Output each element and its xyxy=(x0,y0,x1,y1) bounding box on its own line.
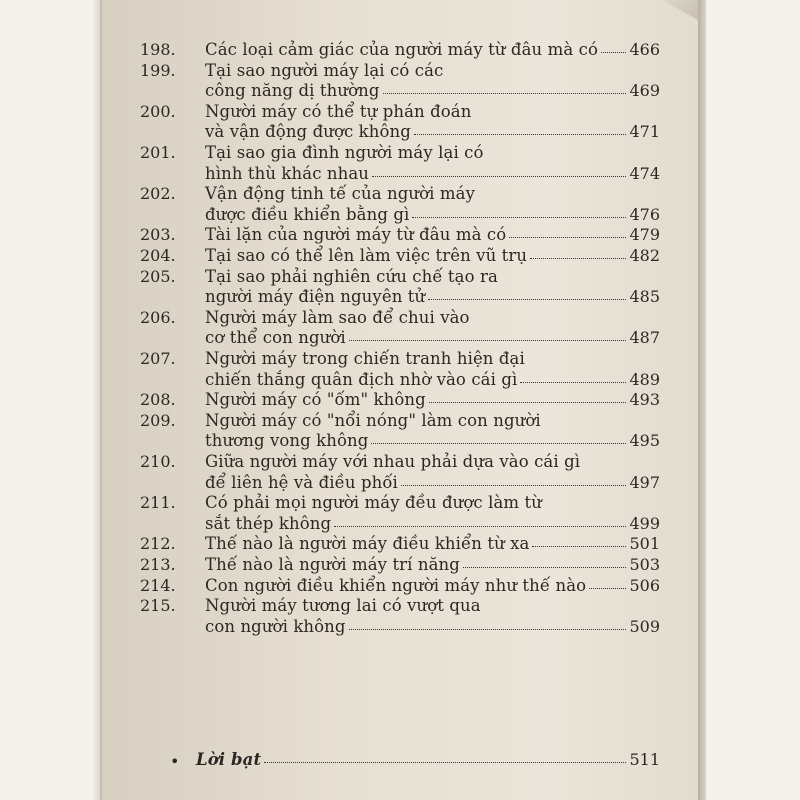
entry-number: 200. xyxy=(140,101,176,121)
entry-title-line: Các loại cảm giác của người máy từ đâu mà có xyxy=(205,40,598,59)
entry-number: 213. xyxy=(140,555,176,574)
leader-dots xyxy=(264,750,626,763)
leader-dots xyxy=(463,555,627,568)
afterword-label: Lời bạt xyxy=(196,750,262,769)
entry-page-number: 482 xyxy=(629,246,660,265)
entry-title-line: Tại sao phải nghiên cứu chế tạo ra xyxy=(205,266,498,286)
entry-number: 207. xyxy=(140,349,176,368)
entry-title-line: Có phải mọi người máy đều được làm từ xyxy=(205,493,542,513)
entry-page-number: 469 xyxy=(629,81,660,101)
entry-page-number: 499 xyxy=(629,513,660,533)
entry-title-line: công năng dị thường xyxy=(205,81,380,101)
entry-number: 208. xyxy=(140,390,176,410)
leader-dots xyxy=(401,473,627,486)
toc-entry xyxy=(205,122,660,142)
entry-number: 211. xyxy=(140,493,176,513)
toc-entry xyxy=(205,225,660,245)
entry-title-line: cơ thể con người xyxy=(205,328,346,348)
leader-dots xyxy=(412,205,626,218)
afterword-bullet: • xyxy=(170,752,180,771)
entry-title-line: Người máy tương lai có vượt qua xyxy=(205,596,481,616)
entry-number: 214. xyxy=(140,575,176,595)
leader-dots xyxy=(372,164,626,177)
entry-title-line: được điều khiển bằng gì xyxy=(205,204,410,224)
toc-entry xyxy=(205,287,660,307)
toc-entry xyxy=(205,81,660,101)
toc-entry xyxy=(205,617,660,637)
toc-entry xyxy=(205,555,660,575)
entry-title-line: để liên hệ và điều phối xyxy=(205,472,398,492)
entry-page-number: 476 xyxy=(629,204,660,224)
entry-number: 205. xyxy=(140,266,176,286)
entry-page-number: 493 xyxy=(629,390,660,410)
entry-title-line: Người máy trong chiến tranh hiện đại xyxy=(205,349,525,368)
afterword-page: 511 xyxy=(629,750,660,769)
leader-dots xyxy=(383,81,627,94)
entry-number: 202. xyxy=(140,184,176,204)
toc-entry xyxy=(205,473,660,493)
leader-dots xyxy=(530,246,626,259)
toc-entry xyxy=(205,514,660,534)
entry-page-number: 489 xyxy=(629,369,660,389)
leader-dots xyxy=(414,122,627,135)
leader-dots xyxy=(428,287,626,300)
entry-title-line: Người máy có "nổi nóng" làm con người xyxy=(205,410,541,430)
entry-title-line: Vận động tinh tế của người máy xyxy=(205,184,476,204)
leader-dots xyxy=(349,328,627,341)
entry-number: 215. xyxy=(140,596,176,616)
entry-title-line: chiến thắng quân địch nhờ vào cái gì xyxy=(205,369,518,389)
entry-number: 212. xyxy=(140,534,176,554)
toc-entry xyxy=(205,40,660,60)
entry-page-number: 495 xyxy=(629,431,660,451)
entry-title-line: Con người điều khiển người máy như thế nào xyxy=(205,575,587,595)
entry-page-number: 471 xyxy=(629,122,660,142)
entry-title-line: người máy điện nguyên tử xyxy=(205,287,426,307)
entry-page-number: 509 xyxy=(629,616,660,636)
entry-title-line: Thế nào là người máy điều khiển từ xa xyxy=(205,534,530,554)
toc-entry xyxy=(205,534,660,554)
entry-title-line: Người máy có "ốm" không xyxy=(205,390,426,410)
entry-number: 206. xyxy=(140,307,176,327)
entry-title-line: Tại sao người máy lại có các xyxy=(205,60,444,80)
toc-entry xyxy=(205,431,660,451)
entry-number: 199. xyxy=(140,60,176,80)
leader-dots xyxy=(532,534,626,547)
entry-page-number: 503 xyxy=(629,555,660,574)
entry-title-line: Tại sao có thể lên làm việc trên vũ trụ xyxy=(205,246,528,265)
entry-number: 198. xyxy=(140,40,176,59)
entry-page-number: 479 xyxy=(629,225,660,245)
entry-page-number: 506 xyxy=(629,575,660,595)
toc-entry xyxy=(205,328,660,348)
entry-page-number: 487 xyxy=(629,328,660,348)
entry-page-number: 474 xyxy=(629,163,660,183)
entry-title-line: con người không xyxy=(205,616,346,636)
entry-title-line: Thế nào là người máy trí năng xyxy=(205,555,460,574)
entry-title-line: hình thù khác nhau xyxy=(205,163,369,183)
entry-title-line: Tài lặn của người máy từ đâu mà có xyxy=(205,225,507,245)
toc-entry xyxy=(205,164,660,184)
entry-number: 210. xyxy=(140,452,176,471)
leader-dots xyxy=(429,390,627,403)
leader-dots xyxy=(601,40,626,53)
entry-title-line: sắt thép không xyxy=(205,513,332,533)
toc-entry xyxy=(205,390,660,410)
entry-page-number: 501 xyxy=(629,534,660,554)
entry-number: 203. xyxy=(140,225,176,245)
entry-title-line: Người máy có thể tự phán đoán xyxy=(205,101,472,121)
leader-dots xyxy=(334,514,626,527)
entry-page-number: 466 xyxy=(629,40,660,59)
toc-entry xyxy=(205,246,660,266)
leader-dots xyxy=(520,370,626,383)
toc-entry xyxy=(205,576,660,596)
toc-afterword xyxy=(196,750,660,770)
entry-title-line: và vận động được không xyxy=(205,122,411,142)
entry-title-line: Giữa người máy với nhau phải dựa vào cái gì xyxy=(205,452,581,471)
leader-dots xyxy=(509,225,626,238)
entry-page-number: 497 xyxy=(629,472,660,492)
toc-entry xyxy=(205,205,660,225)
entry-page-number: 485 xyxy=(629,287,660,307)
entry-number: 204. xyxy=(140,246,176,265)
toc-entry xyxy=(205,370,660,390)
entry-title-line: thương vong không xyxy=(205,431,369,451)
leader-dots xyxy=(349,617,627,630)
entry-title-line: Tại sao gia đình người máy lại có xyxy=(205,143,484,162)
entry-title-line: Người máy làm sao để chui vào xyxy=(205,307,470,327)
leader-dots xyxy=(589,576,626,589)
leader-dots xyxy=(371,431,626,444)
entry-number: 201. xyxy=(140,143,176,162)
entry-number: 209. xyxy=(140,410,176,430)
